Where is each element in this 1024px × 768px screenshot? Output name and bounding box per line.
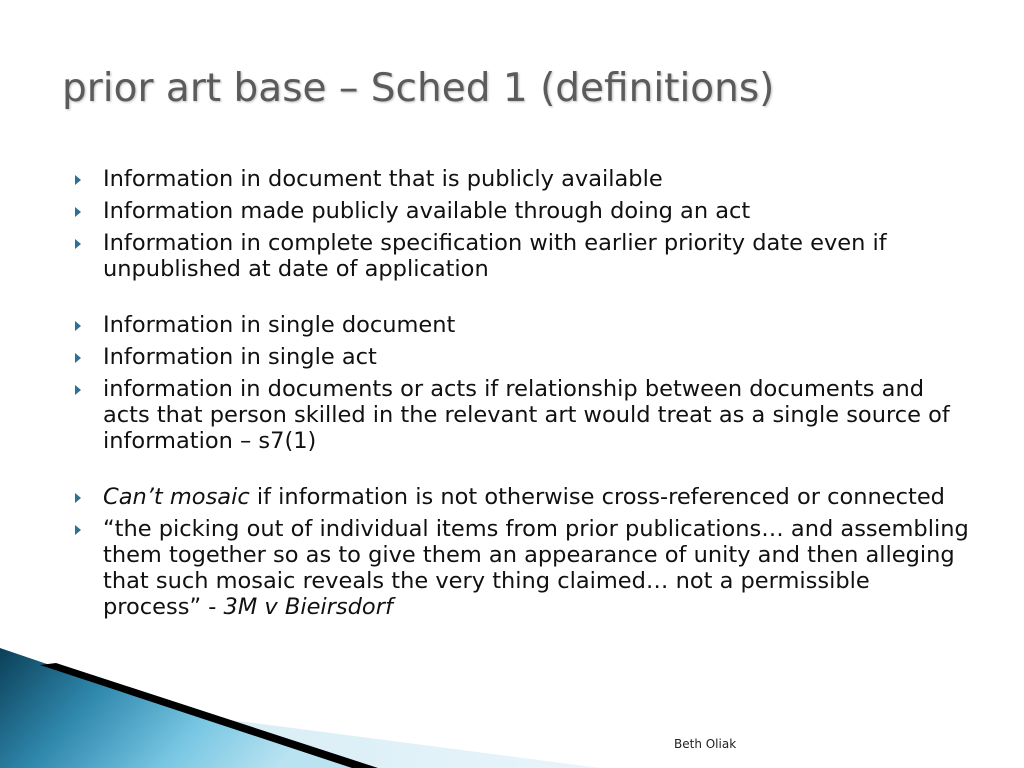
triangle-bullet-icon	[75, 239, 81, 249]
bullet-item	[74, 376, 974, 454]
triangle-bullet-icon	[75, 207, 81, 217]
bullet-list	[74, 166, 974, 626]
bullet-text: information in documents or acts if relationship between documents and acts that person skilled in the relevant art would treat as a single source of information – s7(1)	[103, 376, 950, 454]
slide-title: prior art base – Sched 1 (definitions)	[62, 66, 775, 111]
bullet-text: “the picking out of individual items from prior publications… and assembling them together so as to give them an appearance of unity and then alleging that such mosaic reveals the very thing claimed… not a permissible process” -	[103, 516, 969, 620]
bullet-text: Information in single document	[103, 312, 456, 338]
bullet-item	[74, 516, 974, 620]
triangle-bullet-icon	[75, 353, 81, 363]
triangle-bullet-icon	[75, 525, 81, 535]
bullet-text: Information made publicly available through doing an act	[103, 198, 751, 224]
bullet-item	[74, 230, 974, 282]
triangle-bullet-icon	[75, 493, 81, 503]
bullet-text-italic: Can’t mosaic	[103, 484, 250, 510]
triangle-bullet-icon	[75, 385, 81, 395]
triangle-bullet-icon	[75, 175, 81, 185]
bullet-item	[74, 312, 974, 338]
bullet-text: Information in single act	[103, 344, 377, 370]
bullet-item	[74, 166, 974, 192]
bullet-item	[74, 198, 974, 224]
footer-author: Beth Oliak	[674, 737, 737, 751]
bullet-item	[74, 484, 974, 510]
bullet-text: Information in complete specification with earlier priority date even if unpublished at date of application	[103, 230, 887, 282]
bullet-text: Information in document that is publicly available	[103, 166, 663, 192]
case-citation: 3M v Bieirsdorf	[223, 594, 393, 620]
triangle-bullet-icon	[75, 321, 81, 331]
bullet-text: if information is not otherwise cross-referenced or connected	[249, 484, 945, 510]
bullet-item	[74, 344, 974, 370]
